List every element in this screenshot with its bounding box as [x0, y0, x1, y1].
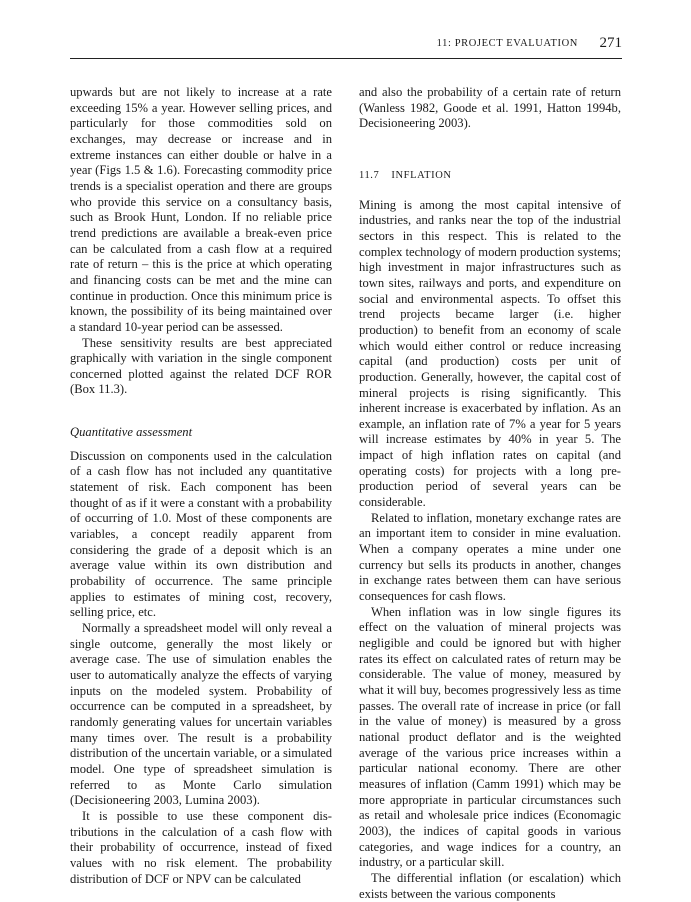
paragraph: It is possible to use these component distributions in the calculation of a cash flow with their probability of occurrence, instead of fixed values with no risk element. The probability distribution of DCF or NPV can be calculated: [70, 808, 332, 886]
paragraph: Discussion on components used in the calculation of a cash flow has not included any quantitative statement of risk. Each component has been thought of as if it were a constant with a probability of occurring of 1.0. Most of these components are variables, a concept readily apparent from considering the grade of a deposit which is an average value within its own distribution and probability of occurrence. The same principle applies to estimates of mining cost, recovery, selling price, etc.: [70, 448, 332, 620]
page-number: 271: [599, 35, 622, 51]
section-title: INFLATION: [391, 169, 452, 181]
paragraph: Normally a spreadsheet model will only reveal a single outcome, generally the most likely or average case. The use of simulation enables the user to automatically analyze the effects of varying inputs on the modeled system. Probability of occurrence can be computed in a spreadsheet, by randomly generating values for uncertain variables many times over. The result is a probability distribution of the uncertain variable, or a simulated model. One type of spreadsheet simulation is referred to as Monte Carlo simulation (Decisioneering 2003, Lumina 2003).: [70, 621, 332, 808]
running-head: [70, 36, 622, 59]
paragraph: and also the probability of a certain rate of return (Wanless 1982, Goode et al. 1991, Hatton 1994b, Decisioneering 2003).: [359, 85, 621, 131]
paragraph: Mining is among the most capital intensive of industries, and ranks near the top of the industrial sectors in this respect. This is related to the complex technology of modern production systems; high investment in major infrastructures such as town sites, railways and ports, and expenditure on social and environmental aspects. To offset this trend projects became larger (i.e. higher production) to benefit from an economy of scale which would either control or reduce increasing capital (and production) costs per unit of production. Generally, however, the capital cost of mineral projects is rising significantly. This inherent increase is exacerbated by inflation. As an example, an inflation rate of 7% a year for 5 years will increase estimates by 40% in year 5. The impact of high inflation rates on capital (and operating costs) for projects with a long pre-production period of several years can be considerable.: [359, 197, 621, 510]
chapter-title: 11: PROJECT EVALUATION: [436, 38, 578, 49]
paragraph: These sensitivity results are best appreciated graphically with variation in the single component concerned plotted against the related DCF ROR (Box 11.3).: [70, 335, 332, 397]
section-number: 11.7: [359, 169, 380, 181]
subheading: Quantitative assessment: [70, 425, 193, 440]
paragraph: When inflation was in low single figures its effect on the valuation of mineral projects was negligible and could be ignored but with higher rates its effect on calculated rates of return may be considerable. The value of money, measured by what it will buy, becomes progressively less as time passes. The overall rate of increase in price (or fall in the value of money) is measured by a gross national product deflator and is the weighted average of the various price increases within a particular national economy. There are other measures of inflation (Camm 1991) which may be more appropriate in particular circumstances such as retail and wholesale price indices (Economagic 2003), the indices of capital goods in various categories, and wage indices for a country, an industry, or a particular skill.: [359, 604, 621, 870]
paragraph: The differential inflation (or escalation) which exists between the various components: [359, 870, 621, 901]
right-column: [359, 85, 621, 902]
section-heading: [359, 168, 621, 184]
paragraph: Related to inflation, monetary exchange rates are an important item to consider in mine evaluation. When a company operates a mine under one currency but sells its products in another, changes in exchange rates between them can have serious consequences for cash flows.: [359, 510, 621, 604]
paragraph: upwards but are not likely to increase at a rate exceeding 15% a year. However selling prices, and particularly for those commodities sold on exchanges, may decrease or increase and in extreme instances can either double or halve in a year (Figs 1.5 & 1.6). Forecasting commodity price trends is a specialist operation and there are groups who provide this service on a consultancy basis, such as Brook Hunt, London. If no reliable price trend predictions are available a break-even price can be calculated from a cash flow at a required rate of return – this is the price at which operating and financing costs can be met and the mine can continue in production. Once this minimum price is known, the possibility of its being maintained over a standard 10-year period can be assessed.: [70, 85, 332, 334]
left-column: [70, 85, 332, 887]
